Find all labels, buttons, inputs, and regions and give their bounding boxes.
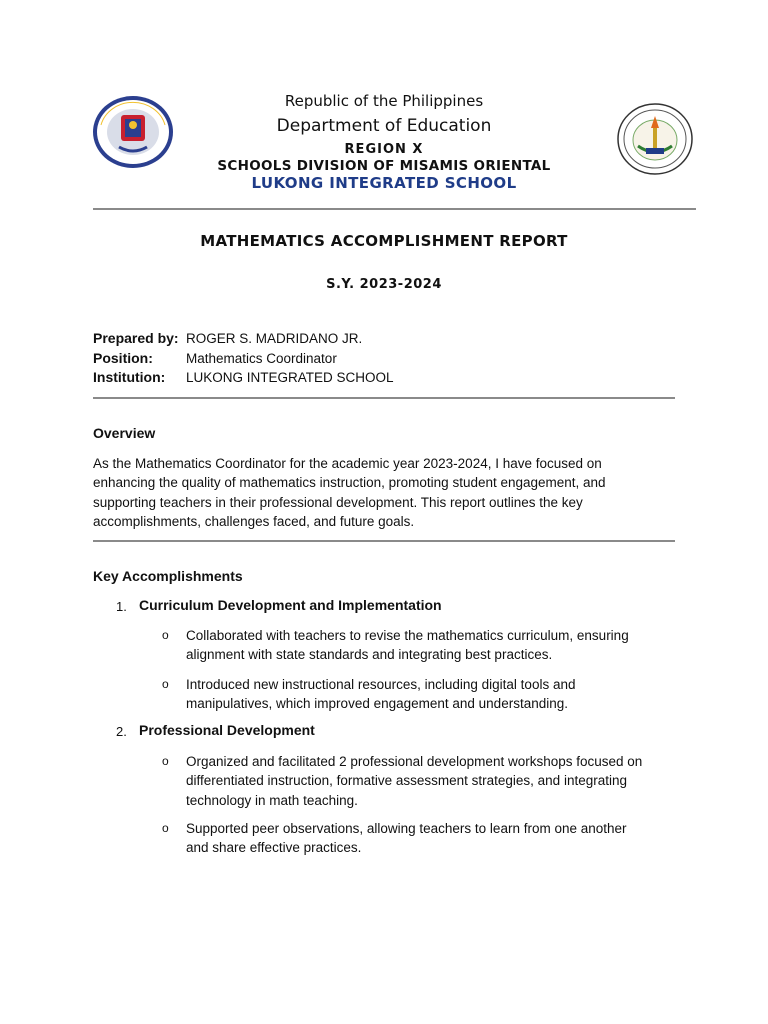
header-school: LUKONG INTEGRATED SCHOOL — [251, 174, 517, 192]
bullet-text — [186, 752, 676, 810]
bullet-marker: o — [162, 754, 169, 768]
item-title-curriculum: Curriculum Development and Implementation — [139, 597, 442, 613]
bullet-line: technology in math teaching. — [186, 792, 358, 808]
overview-line: accomplishments, challenges faced, and future goals. — [93, 513, 415, 529]
bullet-line: alignment with state standards and integrating best practices. — [186, 647, 553, 663]
header-country: Republic of the Philippines — [284, 92, 484, 110]
bullet-text — [186, 626, 676, 665]
bullet-line: Organized and facilitated 2 professional development workshops focused on — [186, 754, 643, 769]
accomplishments-heading: Key Accomplishments — [93, 568, 243, 584]
info-value-prepared-by: ROGER S. MADRIDANO JR. — [186, 331, 363, 346]
bullet-marker: o — [162, 628, 169, 642]
info-value-position: Mathematics Coordinator — [186, 351, 337, 366]
bullet-marker: o — [162, 821, 169, 835]
bullet-line: and share effective practices. — [186, 840, 362, 856]
report-title: MATHEMATICS ACCOMPLISHMENT REPORT — [200, 232, 568, 250]
header-division: SCHOOLS DIVISION OF MISAMIS ORIENTAL — [217, 158, 551, 174]
overview-divider — [93, 540, 675, 542]
overview-heading: Overview — [93, 425, 156, 441]
bullet-line: Introduced new instructional resources, including digital tools and — [186, 677, 576, 692]
bullet-text — [186, 819, 676, 858]
overview-paragraph — [93, 454, 673, 531]
overview-line: supporting teachers in their professional development. This report outlines the key — [93, 494, 583, 510]
bullet-text — [186, 675, 676, 714]
bullet-line: Collaborated with teachers to revise the mathematics curriculum, ensuring — [186, 628, 629, 643]
info-value-institution: LUKONG INTEGRATED SCHOOL — [186, 370, 394, 385]
item-title-professional-development: Professional Development — [139, 722, 315, 738]
bullet-marker: o — [162, 677, 169, 691]
header-department: Department of Education — [276, 116, 492, 136]
header-divider — [93, 208, 696, 210]
item-number: 1. — [116, 599, 127, 614]
overview-line: As the Mathematics Coordinator for the academic year 2023-2024, I have focused on — [93, 456, 602, 471]
item-number: 2. — [116, 724, 127, 739]
header-region: REGION X — [344, 142, 424, 157]
bullet-line: Supported peer observations, allowing teachers to learn from one another — [186, 821, 627, 836]
overview-line: enhancing the quality of mathematics instruction, promoting student engagement, and — [93, 475, 606, 491]
info-label-position: Position: — [93, 350, 153, 366]
bullet-line: differentiated instruction, formative assessment strategies, and integrating — [186, 773, 627, 789]
school-year: S.Y. 2023-2024 — [326, 277, 442, 292]
bullet-line: manipulatives, which improved engagement and understanding. — [186, 696, 568, 712]
info-label-prepared-by: Prepared by: — [93, 330, 179, 346]
info-divider — [93, 397, 675, 399]
info-label-institution: Institution: — [93, 369, 166, 385]
